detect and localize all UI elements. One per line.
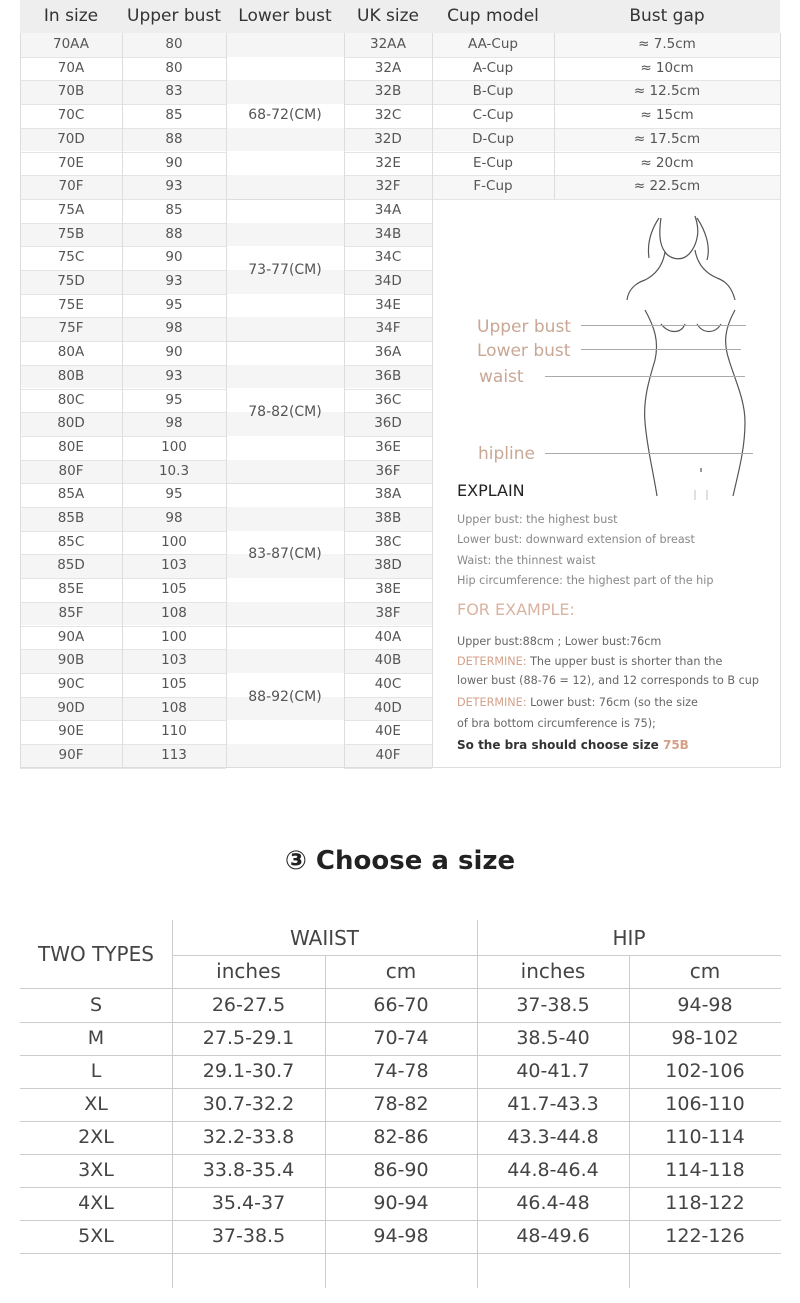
table-cell-uk: 36B [374,367,402,384]
cup-cell-model: B-Cup [472,83,514,100]
table-cell-in-size: 70D [57,130,85,147]
size-cell-waist-cm: 94-98 [373,1225,429,1247]
cup-cell-model: E-Cup [473,154,513,171]
bra-size-chart [20,0,780,768]
table-cell-upper: 105 [161,581,187,598]
size-cell-hip-in: 38.5-40 [516,1027,590,1049]
cup-cell-gap: ≈ 12.5cm [633,83,701,100]
table-cell-upper: 108 [161,604,187,621]
size-cell-size: 2XL [78,1126,114,1148]
table-cell-upper: 110 [161,723,187,740]
table-cell-uk: 38F [375,604,401,621]
table-cell-in-size: 90F [58,747,84,763]
corner-label: TWO TYPES [38,942,154,966]
waist-group-header: WAIIST [289,926,360,950]
table-cell-in-size: 70B [57,83,85,100]
cup-cell-model: AA-Cup [468,36,518,52]
table-cell-in-size: 85E [58,581,84,598]
table-cell-upper: 80 [165,36,183,52]
table-cell-upper: 10.3 [158,462,190,479]
column-header: Bust gap [629,6,705,26]
table-cell-uk: 38D [374,557,402,574]
grid-line [20,1253,781,1254]
table-cell-uk: 34A [374,201,402,218]
table-cell-uk: 32B [374,83,402,100]
table-cell-in-size: 85C [57,533,85,550]
table-cell-uk: 32D [374,130,402,147]
size-table [20,920,780,1288]
table-cell-in-size: 85A [57,486,85,503]
conclusion-size: 75B [662,738,689,752]
table-cell-uk: 32A [374,59,402,76]
table-cell-upper: 105 [161,675,187,692]
size-cell-hip-cm: 114-118 [665,1159,745,1181]
table-cell-uk: 40D [374,699,402,716]
size-cell-hip-cm: 98-102 [671,1027,739,1049]
size-cell-hip-in: 37-38.5 [516,994,590,1016]
explain-line: Lower bust: downward extension of breast [457,533,695,546]
size-cell-hip-cm: 102-106 [665,1060,745,1082]
table-cell-upper: 98 [165,320,183,337]
hip-inches-header: inches [520,959,586,983]
table-cell-upper: 85 [165,107,183,124]
lower-bust-label: Lower bust [477,341,571,361]
upper-bust-label: Upper bust [477,317,571,337]
table-cell-uk: 36A [374,344,402,361]
explain-line: Waist: the thinnest waist [457,554,596,567]
size-cell-hip-in: 41.7-43.3 [507,1093,599,1115]
size-cell-waist-cm: 82-86 [373,1126,429,1148]
size-cell-hip-cm: 118-122 [665,1192,745,1214]
table-cell-uk: 32E [375,154,401,171]
table-cell-uk: 38A [374,486,402,503]
size-cell-waist-cm: 86-90 [373,1159,429,1181]
cup-cell-gap: ≈ 17.5cm [633,130,701,147]
column-header: UK size [357,6,419,26]
cup-cell-gap: ≈ 7.5cm [638,36,696,52]
size-cell-waist-in: 30.7-32.2 [202,1093,295,1115]
table-cell-uk: 34D [374,273,402,289]
size-cell-waist-cm: 66-70 [373,994,429,1016]
table-cell-in-size: 90B [57,652,85,669]
size-cell-size: L [90,1060,102,1082]
table-cell-in-size: 80D [57,415,85,432]
table-cell-uk: 40E [375,723,401,740]
table-cell-in-size: 90E [58,723,84,740]
table-cell-uk: 38B [374,510,402,526]
table-cell-upper: 90 [165,249,183,266]
table-cell-upper: 90 [165,344,183,361]
table-cell-uk: 40A [374,628,402,645]
cup-cell-gap: ≈ 15cm [640,107,694,124]
column-header: Cup model [447,6,539,26]
explain-title: EXPLAIN [457,481,525,500]
table-cell-in-size: 70A [57,59,85,76]
size-cell-waist-cm: 74-78 [373,1060,429,1082]
cup-cell-model: C-Cup [472,107,514,124]
table-cell-in-size: 75A [57,201,85,218]
table-border [20,33,781,768]
table-cell-uk: 34C [374,249,402,266]
table-cell-in-size: 85B [57,510,85,526]
table-cell-uk: 36C [374,391,402,408]
cup-cell-gap: ≈ 22.5cm [633,178,701,195]
table-cell-in-size: 80B [57,367,85,384]
table-cell-upper: 93 [165,273,183,289]
table-cell-uk: 32AA [369,36,407,52]
size-cell-waist-in: 26-27.5 [211,994,286,1016]
table-cell-in-size: 90D [57,699,85,716]
size-cell-size: 5XL [78,1225,114,1247]
column-header: In size [43,6,99,26]
table-cell-in-size: 90C [57,675,85,692]
waist-label: waist [479,367,524,387]
table-cell-upper: 95 [165,486,183,503]
determine-label: DETERMINE: [457,696,527,709]
size-cell-hip-in: 46.4-48 [516,1192,590,1214]
size-cell-hip-cm: 122-126 [665,1225,745,1247]
table-cell-uk: 38E [375,581,401,598]
table-cell-upper: 100 [161,438,187,455]
table-cell-uk: 34E [375,296,401,313]
lower-bust-cell: 78-82(CM) [248,404,322,421]
table-cell-uk: 32C [374,107,402,124]
size-cell-size: 3XL [78,1159,114,1181]
example-line-2a: The upper bust is shorter than the [526,655,723,668]
table-cell-in-size: 75B [57,225,85,242]
table-cell-upper: 108 [161,699,187,716]
table-cell-upper: 103 [161,652,187,669]
lower-bust-cell: 68-72(CM) [248,107,322,123]
table-cell-uk: 36E [375,438,401,455]
column-header: Upper bust [127,6,221,26]
table-cell-in-size: 80F [58,462,84,479]
size-cell-size: 4XL [78,1192,114,1214]
table-cell-upper: 95 [165,296,183,313]
table-cell-upper: 103 [161,557,187,574]
lower-bust-cell: 88-92(CM) [248,688,322,705]
size-cell-waist-cm: 78-82 [373,1093,429,1115]
table-cell-in-size: 75C [57,249,85,266]
table-cell-uk: 40B [374,652,402,669]
table-cell-uk: 40F [375,747,401,763]
example-line-5: of bra bottom circumference is 75); [457,717,656,730]
section-title: ③ Choose a size [284,846,516,876]
size-cell-hip-cm: 94-98 [677,994,733,1016]
example-title: FOR EXAMPLE: [457,600,575,619]
example-line-3: lower bust (88-76 = 12), and 12 corresponds to B cup [457,674,759,687]
determine-label: DETERMINE: [457,655,527,668]
table-cell-in-size: 90A [57,628,85,645]
table-cell-in-size: 70C [57,107,85,124]
table-cell-uk: 36D [374,415,402,432]
cup-cell-model: A-Cup [472,59,514,76]
example-line-4a: Lower bust: 76cm (so the size [526,696,698,709]
size-cell-waist-in: 29.1-30.7 [202,1060,295,1082]
table-cell-in-size: 80E [58,438,84,455]
size-cell-size: S [89,994,103,1016]
table-cell-uk: 36F [375,462,401,479]
table-cell-in-size: 75F [58,320,84,337]
waist-inches-header: inches [216,959,281,983]
size-cell-hip-in: 44.8-46.4 [507,1159,599,1181]
size-cell-waist-in: 27.5-29.1 [202,1027,295,1049]
size-cell-hip-in: 40-41.7 [516,1060,590,1082]
size-cell-waist-in: 33.8-35.4 [202,1159,295,1181]
table-cell-upper: 100 [161,628,187,645]
hip-cm-header: cm [689,959,721,983]
size-cell-waist-in: 35.4-37 [211,1192,286,1214]
size-cell-hip-cm: 106-110 [665,1093,745,1115]
table-cell-upper: 93 [165,178,183,195]
table-cell-upper: 98 [165,415,183,432]
table-cell-uk: 34B [374,225,402,242]
table-cell-in-size: 75E [58,296,84,313]
table-cell-in-size: 70F [58,178,84,195]
table-cell-upper: 83 [165,83,183,100]
size-cell-hip-in: 43.3-44.8 [507,1126,599,1148]
hip-group-header: HIP [612,926,646,950]
table-cell-upper: 90 [165,154,183,171]
table-cell-upper: 100 [161,533,187,550]
table-cell-uk: 32F [375,178,401,195]
hipline-label: hipline [478,444,535,464]
table-cell-upper: 98 [165,510,183,526]
table-cell-in-size: 80C [57,391,85,408]
table-cell-uk: 40C [374,675,402,692]
table-cell-upper: 113 [161,747,187,763]
column-header: Lower bust [238,6,332,26]
size-cell-waist-cm: 90-94 [373,1192,429,1214]
size-cell-size: XL [84,1093,108,1115]
cup-cell-model: F-Cup [473,178,513,195]
cup-cell-model: D-Cup [472,130,514,147]
table-cell-in-size: 85F [58,604,84,621]
explain-line: Upper bust: the highest bust [457,513,618,526]
table-cell-in-size: 85D [57,557,85,574]
size-cell-hip-in: 48-49.6 [516,1225,590,1247]
table-cell-in-size: 70E [58,154,84,171]
table-cell-upper: 88 [165,225,183,242]
size-cell-size: M [87,1027,105,1049]
size-cell-waist-in: 32.2-33.8 [202,1126,295,1148]
table-cell-uk: 38C [374,533,402,550]
waist-cm-header: cm [385,959,417,983]
table-cell-in-size: 70AA [52,36,90,52]
table-cell-in-size: 80A [57,344,85,361]
explain-line: Hip circumference: the highest part of the hip [457,574,714,587]
lower-bust-cell: 73-77(CM) [248,261,322,278]
table-cell-upper: 93 [165,367,183,384]
conclusion-text: So the bra should choose size [457,738,663,752]
table-cell-upper: 85 [165,201,183,218]
cup-cell-gap: ≈ 20cm [640,154,694,171]
cup-cell-gap: ≈ 10cm [640,59,694,76]
size-cell-hip-cm: 110-114 [665,1126,745,1148]
size-cell-waist-cm: 70-74 [373,1027,429,1049]
lower-bust-cell: 83-87(CM) [248,546,322,563]
table-cell-upper: 80 [165,59,183,76]
table-cell-upper: 88 [165,130,183,147]
table-cell-upper: 95 [165,391,183,408]
table-cell-in-size: 75D [57,273,85,289]
table-cell-uk: 34F [375,320,401,337]
size-cell-waist-in: 37-38.5 [211,1225,286,1247]
example-line-1: Upper bust:88cm ; Lower bust:76cm [457,635,662,648]
